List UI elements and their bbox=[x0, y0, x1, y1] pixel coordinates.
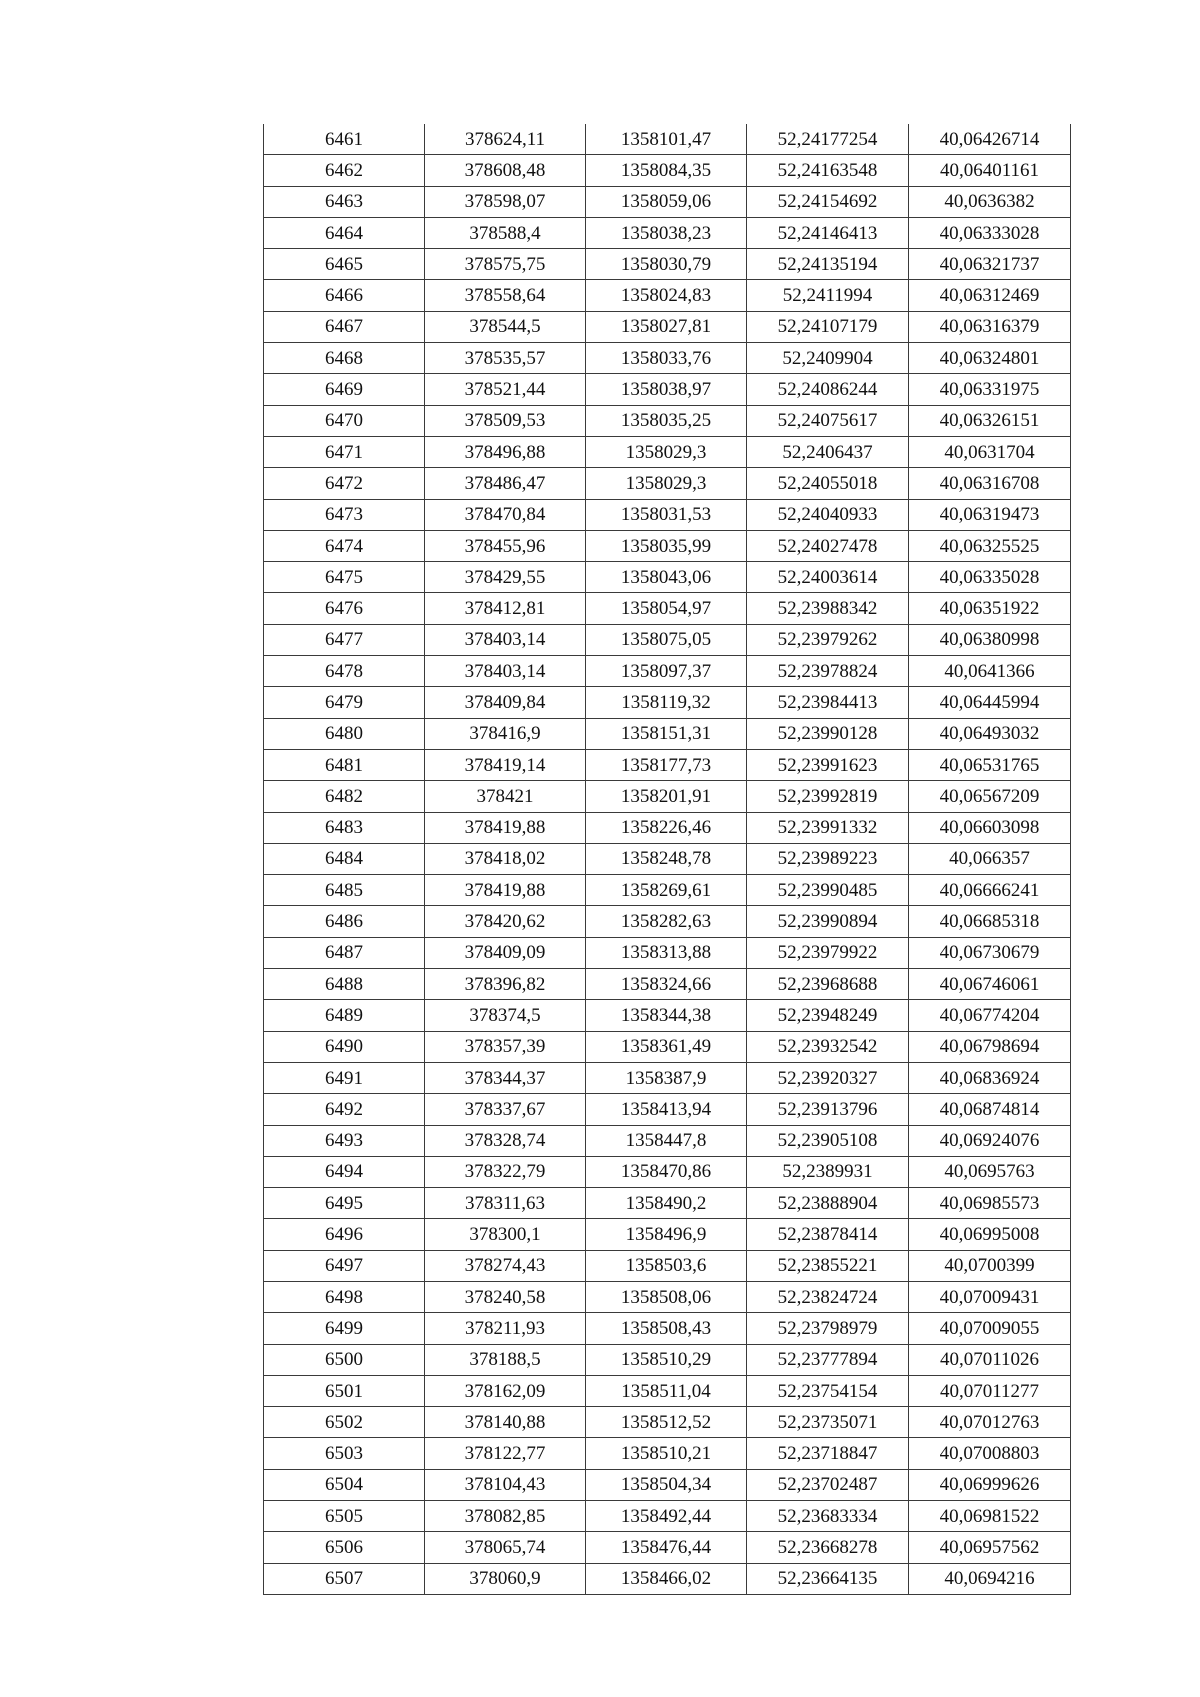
point-number-cell: 6473 bbox=[264, 499, 425, 530]
table-row bbox=[264, 374, 1071, 405]
table-row bbox=[264, 624, 1071, 655]
longitude-cell: 40,06746061 bbox=[909, 969, 1071, 1000]
point-number-cell: 6465 bbox=[264, 249, 425, 280]
latitude-cell: 52,23991332 bbox=[747, 812, 909, 843]
table-row bbox=[264, 781, 1071, 812]
table-row bbox=[264, 906, 1071, 937]
y-coordinate-cell: 1358503,6 bbox=[586, 1250, 747, 1281]
y-coordinate-cell: 1358344,38 bbox=[586, 1000, 747, 1031]
longitude-cell: 40,06730679 bbox=[909, 937, 1071, 968]
y-coordinate-cell: 1358490,2 bbox=[586, 1188, 747, 1219]
longitude-cell: 40,06666241 bbox=[909, 875, 1071, 906]
y-coordinate-cell: 1358470,86 bbox=[586, 1156, 747, 1187]
longitude-cell: 40,0695763 bbox=[909, 1156, 1071, 1187]
point-number-cell: 6489 bbox=[264, 1000, 425, 1031]
latitude-cell: 52,24135194 bbox=[747, 249, 909, 280]
longitude-cell: 40,06325525 bbox=[909, 530, 1071, 561]
y-coordinate-cell: 1358476,44 bbox=[586, 1532, 747, 1563]
y-coordinate-cell: 1358361,49 bbox=[586, 1031, 747, 1062]
longitude-cell: 40,06333028 bbox=[909, 217, 1071, 248]
latitude-cell: 52,23920327 bbox=[747, 1062, 909, 1093]
point-number-cell: 6500 bbox=[264, 1344, 425, 1375]
point-number-cell: 6505 bbox=[264, 1501, 425, 1532]
y-coordinate-cell: 1358030,79 bbox=[586, 249, 747, 280]
y-coordinate-cell: 1358035,25 bbox=[586, 405, 747, 436]
x-coordinate-cell: 378240,58 bbox=[425, 1281, 586, 1312]
point-number-cell: 6495 bbox=[264, 1188, 425, 1219]
latitude-cell: 52,23979922 bbox=[747, 937, 909, 968]
x-coordinate-cell: 378420,62 bbox=[425, 906, 586, 937]
latitude-cell: 52,23979262 bbox=[747, 624, 909, 655]
latitude-cell: 52,23664135 bbox=[747, 1563, 909, 1594]
point-number-cell: 6478 bbox=[264, 656, 425, 687]
point-number-cell: 6475 bbox=[264, 562, 425, 593]
point-number-cell: 6483 bbox=[264, 812, 425, 843]
longitude-cell: 40,06335028 bbox=[909, 562, 1071, 593]
y-coordinate-cell: 1358177,73 bbox=[586, 749, 747, 780]
point-number-cell: 6502 bbox=[264, 1407, 425, 1438]
point-number-cell: 6504 bbox=[264, 1469, 425, 1500]
x-coordinate-cell: 378455,96 bbox=[425, 530, 586, 561]
latitude-cell: 52,24107179 bbox=[747, 311, 909, 342]
table-row bbox=[264, 1250, 1071, 1281]
point-number-cell: 6479 bbox=[264, 687, 425, 718]
latitude-cell: 52,23932542 bbox=[747, 1031, 909, 1062]
table-row bbox=[264, 343, 1071, 374]
x-coordinate-cell: 378104,43 bbox=[425, 1469, 586, 1500]
longitude-cell: 40,06999626 bbox=[909, 1469, 1071, 1500]
longitude-cell: 40,06981522 bbox=[909, 1501, 1071, 1532]
point-number-cell: 6476 bbox=[264, 593, 425, 624]
longitude-cell: 40,06774204 bbox=[909, 1000, 1071, 1031]
latitude-cell: 52,24040933 bbox=[747, 499, 909, 530]
latitude-cell: 52,23990485 bbox=[747, 875, 909, 906]
x-coordinate-cell: 378608,48 bbox=[425, 155, 586, 186]
longitude-cell: 40,06426714 bbox=[909, 124, 1071, 155]
table-row bbox=[264, 186, 1071, 217]
latitude-cell: 52,23824724 bbox=[747, 1281, 909, 1312]
longitude-cell: 40,06493032 bbox=[909, 718, 1071, 749]
table-row bbox=[264, 1000, 1071, 1031]
x-coordinate-cell: 378140,88 bbox=[425, 1407, 586, 1438]
table-row bbox=[264, 1407, 1071, 1438]
table-row bbox=[264, 311, 1071, 342]
table-row bbox=[264, 937, 1071, 968]
table-row bbox=[264, 1438, 1071, 1469]
point-number-cell: 6481 bbox=[264, 749, 425, 780]
x-coordinate-cell: 378412,81 bbox=[425, 593, 586, 624]
y-coordinate-cell: 1358027,81 bbox=[586, 311, 747, 342]
table-row bbox=[264, 749, 1071, 780]
longitude-cell: 40,06924076 bbox=[909, 1125, 1071, 1156]
y-coordinate-cell: 1358097,37 bbox=[586, 656, 747, 687]
x-coordinate-cell: 378416,9 bbox=[425, 718, 586, 749]
y-coordinate-cell: 1358511,04 bbox=[586, 1375, 747, 1406]
longitude-cell: 40,06798694 bbox=[909, 1031, 1071, 1062]
longitude-cell: 40,06995008 bbox=[909, 1219, 1071, 1250]
point-number-cell: 6486 bbox=[264, 906, 425, 937]
x-coordinate-cell: 378274,43 bbox=[425, 1250, 586, 1281]
table-row bbox=[264, 1062, 1071, 1093]
point-number-cell: 6491 bbox=[264, 1062, 425, 1093]
latitude-cell: 52,23683334 bbox=[747, 1501, 909, 1532]
point-number-cell: 6497 bbox=[264, 1250, 425, 1281]
table-row bbox=[264, 1469, 1071, 1500]
x-coordinate-cell: 378322,79 bbox=[425, 1156, 586, 1187]
y-coordinate-cell: 1358226,46 bbox=[586, 812, 747, 843]
y-coordinate-cell: 1358038,97 bbox=[586, 374, 747, 405]
y-coordinate-cell: 1358201,91 bbox=[586, 781, 747, 812]
x-coordinate-cell: 378403,14 bbox=[425, 656, 586, 687]
y-coordinate-cell: 1358508,06 bbox=[586, 1281, 747, 1312]
table-row bbox=[264, 280, 1071, 311]
table-row bbox=[264, 124, 1071, 155]
table-row bbox=[264, 155, 1071, 186]
table-row bbox=[264, 562, 1071, 593]
y-coordinate-cell: 1358313,88 bbox=[586, 937, 747, 968]
x-coordinate-cell: 378544,5 bbox=[425, 311, 586, 342]
y-coordinate-cell: 1358324,66 bbox=[586, 969, 747, 1000]
point-number-cell: 6503 bbox=[264, 1438, 425, 1469]
point-number-cell: 6507 bbox=[264, 1563, 425, 1594]
x-coordinate-cell: 378374,5 bbox=[425, 1000, 586, 1031]
y-coordinate-cell: 1358029,3 bbox=[586, 436, 747, 467]
longitude-cell: 40,06836924 bbox=[909, 1062, 1071, 1093]
latitude-cell: 52,24177254 bbox=[747, 124, 909, 155]
longitude-cell: 40,06312469 bbox=[909, 280, 1071, 311]
longitude-cell: 40,06331975 bbox=[909, 374, 1071, 405]
longitude-cell: 40,06567209 bbox=[909, 781, 1071, 812]
x-coordinate-cell: 378575,75 bbox=[425, 249, 586, 280]
x-coordinate-cell: 378558,64 bbox=[425, 280, 586, 311]
longitude-cell: 40,06401161 bbox=[909, 155, 1071, 186]
longitude-cell: 40,06685318 bbox=[909, 906, 1071, 937]
table-row bbox=[264, 1501, 1071, 1532]
table-row bbox=[264, 1375, 1071, 1406]
x-coordinate-cell: 378624,11 bbox=[425, 124, 586, 155]
longitude-cell: 40,06351922 bbox=[909, 593, 1071, 624]
x-coordinate-cell: 378486,47 bbox=[425, 468, 586, 499]
x-coordinate-cell: 378496,88 bbox=[425, 436, 586, 467]
x-coordinate-cell: 378470,84 bbox=[425, 499, 586, 530]
y-coordinate-cell: 1358151,31 bbox=[586, 718, 747, 749]
coordinates-table bbox=[263, 124, 1071, 1595]
x-coordinate-cell: 378421 bbox=[425, 781, 586, 812]
x-coordinate-cell: 378396,82 bbox=[425, 969, 586, 1000]
table-row bbox=[264, 468, 1071, 499]
point-number-cell: 6506 bbox=[264, 1532, 425, 1563]
x-coordinate-cell: 378409,09 bbox=[425, 937, 586, 968]
x-coordinate-cell: 378357,39 bbox=[425, 1031, 586, 1062]
y-coordinate-cell: 1358075,05 bbox=[586, 624, 747, 655]
latitude-cell: 52,2411994 bbox=[747, 280, 909, 311]
latitude-cell: 52,23878414 bbox=[747, 1219, 909, 1250]
y-coordinate-cell: 1358033,76 bbox=[586, 343, 747, 374]
point-number-cell: 6494 bbox=[264, 1156, 425, 1187]
y-coordinate-cell: 1358084,35 bbox=[586, 155, 747, 186]
longitude-cell: 40,06603098 bbox=[909, 812, 1071, 843]
table-row bbox=[264, 656, 1071, 687]
latitude-cell: 52,23668278 bbox=[747, 1532, 909, 1563]
latitude-cell: 52,24154692 bbox=[747, 186, 909, 217]
table-row bbox=[264, 1313, 1071, 1344]
table-row bbox=[264, 530, 1071, 561]
y-coordinate-cell: 1358512,52 bbox=[586, 1407, 747, 1438]
table-row bbox=[264, 217, 1071, 248]
latitude-cell: 52,24003614 bbox=[747, 562, 909, 593]
latitude-cell: 52,2406437 bbox=[747, 436, 909, 467]
longitude-cell: 40,06319473 bbox=[909, 499, 1071, 530]
latitude-cell: 52,24163548 bbox=[747, 155, 909, 186]
y-coordinate-cell: 1358510,29 bbox=[586, 1344, 747, 1375]
x-coordinate-cell: 378211,93 bbox=[425, 1313, 586, 1344]
latitude-cell: 52,23992819 bbox=[747, 781, 909, 812]
longitude-cell: 40,0700399 bbox=[909, 1250, 1071, 1281]
latitude-cell: 52,23948249 bbox=[747, 1000, 909, 1031]
latitude-cell: 52,23988342 bbox=[747, 593, 909, 624]
longitude-cell: 40,06985573 bbox=[909, 1188, 1071, 1219]
longitude-cell: 40,06874814 bbox=[909, 1094, 1071, 1125]
x-coordinate-cell: 378521,44 bbox=[425, 374, 586, 405]
y-coordinate-cell: 1358447,8 bbox=[586, 1125, 747, 1156]
point-number-cell: 6484 bbox=[264, 843, 425, 874]
latitude-cell: 52,23968688 bbox=[747, 969, 909, 1000]
point-number-cell: 6462 bbox=[264, 155, 425, 186]
x-coordinate-cell: 378419,88 bbox=[425, 812, 586, 843]
point-number-cell: 6474 bbox=[264, 530, 425, 561]
latitude-cell: 52,23990128 bbox=[747, 718, 909, 749]
point-number-cell: 6477 bbox=[264, 624, 425, 655]
latitude-cell: 52,2409904 bbox=[747, 343, 909, 374]
table-row bbox=[264, 875, 1071, 906]
latitude-cell: 52,24146413 bbox=[747, 217, 909, 248]
longitude-cell: 40,07009055 bbox=[909, 1313, 1071, 1344]
x-coordinate-cell: 378429,55 bbox=[425, 562, 586, 593]
y-coordinate-cell: 1358508,43 bbox=[586, 1313, 747, 1344]
y-coordinate-cell: 1358282,63 bbox=[586, 906, 747, 937]
longitude-cell: 40,06316379 bbox=[909, 311, 1071, 342]
table-row bbox=[264, 1219, 1071, 1250]
table-row bbox=[264, 1563, 1071, 1594]
point-number-cell: 6464 bbox=[264, 217, 425, 248]
latitude-cell: 52,23905108 bbox=[747, 1125, 909, 1156]
point-number-cell: 6480 bbox=[264, 718, 425, 749]
longitude-cell: 40,06445994 bbox=[909, 687, 1071, 718]
x-coordinate-cell: 378419,88 bbox=[425, 875, 586, 906]
point-number-cell: 6470 bbox=[264, 405, 425, 436]
point-number-cell: 6468 bbox=[264, 343, 425, 374]
table-row bbox=[264, 1344, 1071, 1375]
latitude-cell: 52,23984413 bbox=[747, 687, 909, 718]
point-number-cell: 6492 bbox=[264, 1094, 425, 1125]
table-row bbox=[264, 1156, 1071, 1187]
point-number-cell: 6501 bbox=[264, 1375, 425, 1406]
longitude-cell: 40,07012763 bbox=[909, 1407, 1071, 1438]
point-number-cell: 6493 bbox=[264, 1125, 425, 1156]
table-row bbox=[264, 249, 1071, 280]
y-coordinate-cell: 1358101,47 bbox=[586, 124, 747, 155]
table-row bbox=[264, 1188, 1071, 1219]
longitude-cell: 40,06316708 bbox=[909, 468, 1071, 499]
longitude-cell: 40,0631704 bbox=[909, 436, 1071, 467]
coordinates-table-body bbox=[264, 124, 1071, 1594]
y-coordinate-cell: 1358510,21 bbox=[586, 1438, 747, 1469]
latitude-cell: 52,23913796 bbox=[747, 1094, 909, 1125]
x-coordinate-cell: 378328,74 bbox=[425, 1125, 586, 1156]
x-coordinate-cell: 378418,02 bbox=[425, 843, 586, 874]
table-row bbox=[264, 812, 1071, 843]
table-row bbox=[264, 718, 1071, 749]
y-coordinate-cell: 1358387,9 bbox=[586, 1062, 747, 1093]
longitude-cell: 40,06957562 bbox=[909, 1532, 1071, 1563]
longitude-cell: 40,0694216 bbox=[909, 1563, 1071, 1594]
table-row bbox=[264, 405, 1071, 436]
point-number-cell: 6487 bbox=[264, 937, 425, 968]
y-coordinate-cell: 1358492,44 bbox=[586, 1501, 747, 1532]
x-coordinate-cell: 378300,1 bbox=[425, 1219, 586, 1250]
latitude-cell: 52,24055018 bbox=[747, 468, 909, 499]
table-row bbox=[264, 969, 1071, 1000]
x-coordinate-cell: 378588,4 bbox=[425, 217, 586, 248]
latitude-cell: 52,23978824 bbox=[747, 656, 909, 687]
y-coordinate-cell: 1358038,23 bbox=[586, 217, 747, 248]
point-number-cell: 6467 bbox=[264, 311, 425, 342]
latitude-cell: 52,23855221 bbox=[747, 1250, 909, 1281]
table-row bbox=[264, 1281, 1071, 1312]
longitude-cell: 40,0636382 bbox=[909, 186, 1071, 217]
point-number-cell: 6498 bbox=[264, 1281, 425, 1312]
y-coordinate-cell: 1358504,34 bbox=[586, 1469, 747, 1500]
y-coordinate-cell: 1358031,53 bbox=[586, 499, 747, 530]
x-coordinate-cell: 378122,77 bbox=[425, 1438, 586, 1469]
longitude-cell: 40,06324801 bbox=[909, 343, 1071, 374]
point-number-cell: 6496 bbox=[264, 1219, 425, 1250]
y-coordinate-cell: 1358029,3 bbox=[586, 468, 747, 499]
longitude-cell: 40,07008803 bbox=[909, 1438, 1071, 1469]
latitude-cell: 52,23991623 bbox=[747, 749, 909, 780]
latitude-cell: 52,2389931 bbox=[747, 1156, 909, 1187]
latitude-cell: 52,23888904 bbox=[747, 1188, 909, 1219]
longitude-cell: 40,07011026 bbox=[909, 1344, 1071, 1375]
point-number-cell: 6461 bbox=[264, 124, 425, 155]
latitude-cell: 52,24086244 bbox=[747, 374, 909, 405]
y-coordinate-cell: 1358024,83 bbox=[586, 280, 747, 311]
x-coordinate-cell: 378162,09 bbox=[425, 1375, 586, 1406]
x-coordinate-cell: 378065,74 bbox=[425, 1532, 586, 1563]
longitude-cell: 40,06380998 bbox=[909, 624, 1071, 655]
x-coordinate-cell: 378403,14 bbox=[425, 624, 586, 655]
y-coordinate-cell: 1358466,02 bbox=[586, 1563, 747, 1594]
longitude-cell: 40,07009431 bbox=[909, 1281, 1071, 1312]
latitude-cell: 52,24027478 bbox=[747, 530, 909, 561]
x-coordinate-cell: 378598,07 bbox=[425, 186, 586, 217]
x-coordinate-cell: 378409,84 bbox=[425, 687, 586, 718]
x-coordinate-cell: 378311,63 bbox=[425, 1188, 586, 1219]
y-coordinate-cell: 1358059,06 bbox=[586, 186, 747, 217]
latitude-cell: 52,23702487 bbox=[747, 1469, 909, 1500]
longitude-cell: 40,06531765 bbox=[909, 749, 1071, 780]
latitude-cell: 52,23718847 bbox=[747, 1438, 909, 1469]
y-coordinate-cell: 1358119,32 bbox=[586, 687, 747, 718]
point-number-cell: 6463 bbox=[264, 186, 425, 217]
latitude-cell: 52,24075617 bbox=[747, 405, 909, 436]
table-row bbox=[264, 1094, 1071, 1125]
point-number-cell: 6499 bbox=[264, 1313, 425, 1344]
table-row bbox=[264, 1532, 1071, 1563]
point-number-cell: 6485 bbox=[264, 875, 425, 906]
y-coordinate-cell: 1358248,78 bbox=[586, 843, 747, 874]
longitude-cell: 40,066357 bbox=[909, 843, 1071, 874]
table-row bbox=[264, 593, 1071, 624]
x-coordinate-cell: 378535,57 bbox=[425, 343, 586, 374]
latitude-cell: 52,23989223 bbox=[747, 843, 909, 874]
point-number-cell: 6466 bbox=[264, 280, 425, 311]
table-row bbox=[264, 1031, 1071, 1062]
longitude-cell: 40,07011277 bbox=[909, 1375, 1071, 1406]
y-coordinate-cell: 1358269,61 bbox=[586, 875, 747, 906]
y-coordinate-cell: 1358496,9 bbox=[586, 1219, 747, 1250]
longitude-cell: 40,06326151 bbox=[909, 405, 1071, 436]
longitude-cell: 40,0641366 bbox=[909, 656, 1071, 687]
table-row bbox=[264, 1125, 1071, 1156]
point-number-cell: 6472 bbox=[264, 468, 425, 499]
latitude-cell: 52,23754154 bbox=[747, 1375, 909, 1406]
x-coordinate-cell: 378082,85 bbox=[425, 1501, 586, 1532]
latitude-cell: 52,23798979 bbox=[747, 1313, 909, 1344]
latitude-cell: 52,23777894 bbox=[747, 1344, 909, 1375]
table-row bbox=[264, 687, 1071, 718]
x-coordinate-cell: 378344,37 bbox=[425, 1062, 586, 1093]
point-number-cell: 6471 bbox=[264, 436, 425, 467]
point-number-cell: 6488 bbox=[264, 969, 425, 1000]
x-coordinate-cell: 378188,5 bbox=[425, 1344, 586, 1375]
y-coordinate-cell: 1358035,99 bbox=[586, 530, 747, 561]
point-number-cell: 6469 bbox=[264, 374, 425, 405]
point-number-cell: 6482 bbox=[264, 781, 425, 812]
x-coordinate-cell: 378509,53 bbox=[425, 405, 586, 436]
x-coordinate-cell: 378419,14 bbox=[425, 749, 586, 780]
table-row bbox=[264, 843, 1071, 874]
y-coordinate-cell: 1358043,06 bbox=[586, 562, 747, 593]
x-coordinate-cell: 378060,9 bbox=[425, 1563, 586, 1594]
x-coordinate-cell: 378337,67 bbox=[425, 1094, 586, 1125]
y-coordinate-cell: 1358054,97 bbox=[586, 593, 747, 624]
table-row bbox=[264, 436, 1071, 467]
latitude-cell: 52,23990894 bbox=[747, 906, 909, 937]
longitude-cell: 40,06321737 bbox=[909, 249, 1071, 280]
table-row bbox=[264, 499, 1071, 530]
point-number-cell: 6490 bbox=[264, 1031, 425, 1062]
latitude-cell: 52,23735071 bbox=[747, 1407, 909, 1438]
y-coordinate-cell: 1358413,94 bbox=[586, 1094, 747, 1125]
